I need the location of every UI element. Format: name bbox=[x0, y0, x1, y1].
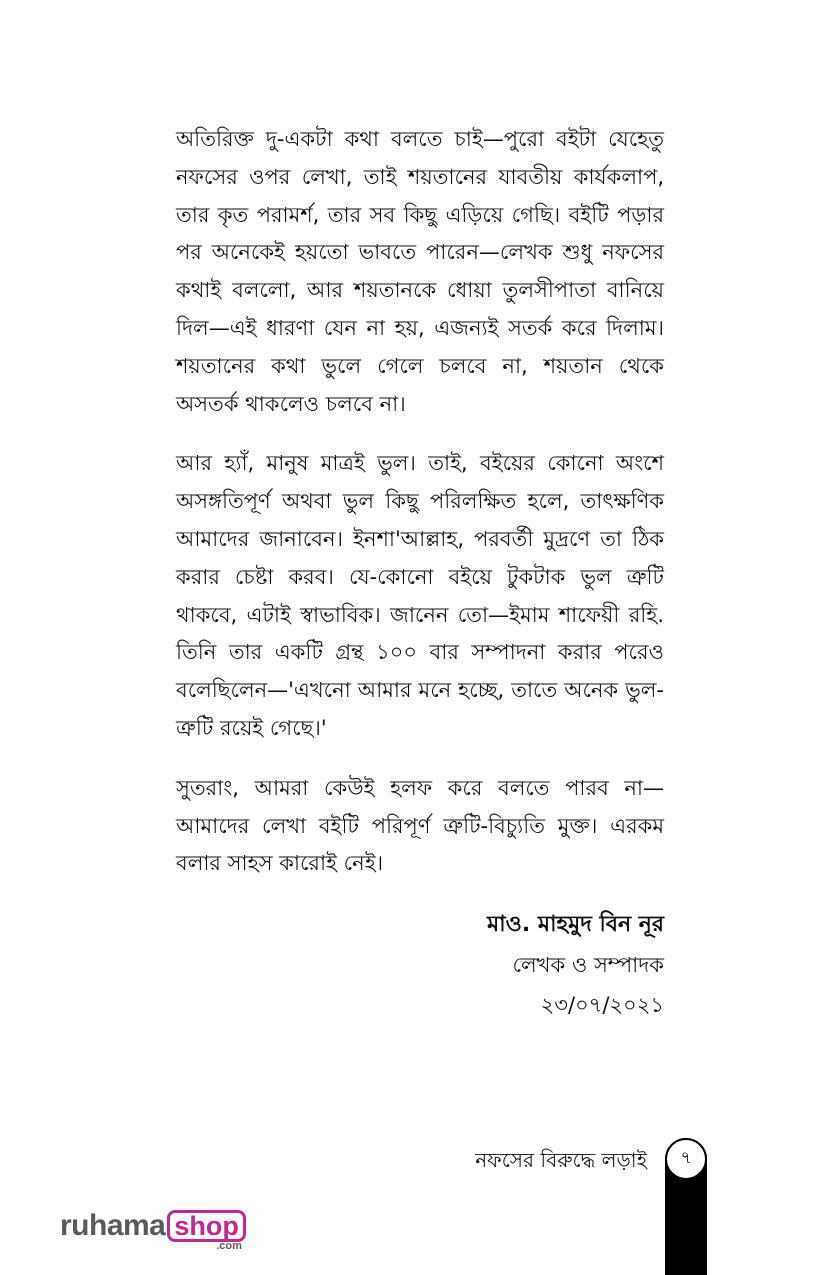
signature-date: ২৩/০৭/২০২১ bbox=[540, 993, 664, 1018]
author-role: লেখক ও সম্পাদক bbox=[512, 953, 664, 978]
running-title: নফসের বিরুদ্ধে লড়াই bbox=[475, 1148, 647, 1172]
logo-domain: .com bbox=[216, 1240, 242, 1252]
author-name: মাও. মাহমুদ বিন নূর bbox=[487, 912, 664, 938]
paragraph-2: আর হ্যাঁ, মানুষ মাত্রই ভুল। তাই, বইয়ের কোনো অংশে অসঙ্গতিপূর্ণ অথবা ভুল কিছু পরিলক্ষিত হলে, তাৎক্ষণিক আমাদের জানাবেন। ইনশা'আল্লাহ, পরবর্তী মুদ্রণে তা ঠিক করার চেষ্টা করব। যে-কোনো বইয়ে টুকটাক ভুল ত্রুটি থাকবে, এটাই স্বাভাবিক। জানেন তো—ইমাম শাফেয়ী রহি. তিনি তার একটি গ্রন্থ ১০০ বার সম্পাদনা করার পরেও বলেছিলেন—'এখনো আমার মনে হচ্ছে, তাতে অনেক ভুল-ত্রুটি রয়েই গেছে।' bbox=[176, 451, 664, 740]
paragraph-1: অতিরিক্ত দু-একটা কথা বলতে চাই—পুরো বইটা যেহেতু নফসের ওপর লেখা, তাই শয়তানের যাবতীয় কার্যকলাপ, তার কৃত পরামর্শ, তার সব কিছু এড়িয়ে গেছি। বইটি পড়ার পর অনেকেই হয়তো ভাবতে পারেন—লেখক শুধু নফসের কথাই বললো, আর শয়তানকে ধোয়া তুলসীপাতা বানিয়ে দিল—এই ধারণা যেন না হয়, এজন্যই সতর্ক করে দিলাম। শয়তানের কথা ভুলে গেলে চলবে না, শয়তান থেকে অসতর্ক থাকলেও চলবে না। bbox=[176, 127, 664, 416]
logo-brand-right: shop bbox=[167, 1210, 246, 1242]
page-number-text: ৭ bbox=[680, 1148, 692, 1168]
ruhamashop-logo bbox=[60, 1209, 246, 1252]
paragraph-3: সুতরাং, আমরা কেউই হলফ করে বলতে পারব না—আমাদের লেখা বইটি পরিপূর্ণ ত্রুটি-বিচ্যুতি মুক্ত। এরকম বলার সাহস কারোই নেই। bbox=[176, 775, 664, 876]
signature-block bbox=[176, 905, 664, 1025]
logo-shop-badge bbox=[167, 1210, 246, 1252]
page-number bbox=[665, 1138, 707, 1180]
logo-brand-left: ruhama bbox=[60, 1209, 166, 1242]
page-body bbox=[176, 121, 664, 1025]
